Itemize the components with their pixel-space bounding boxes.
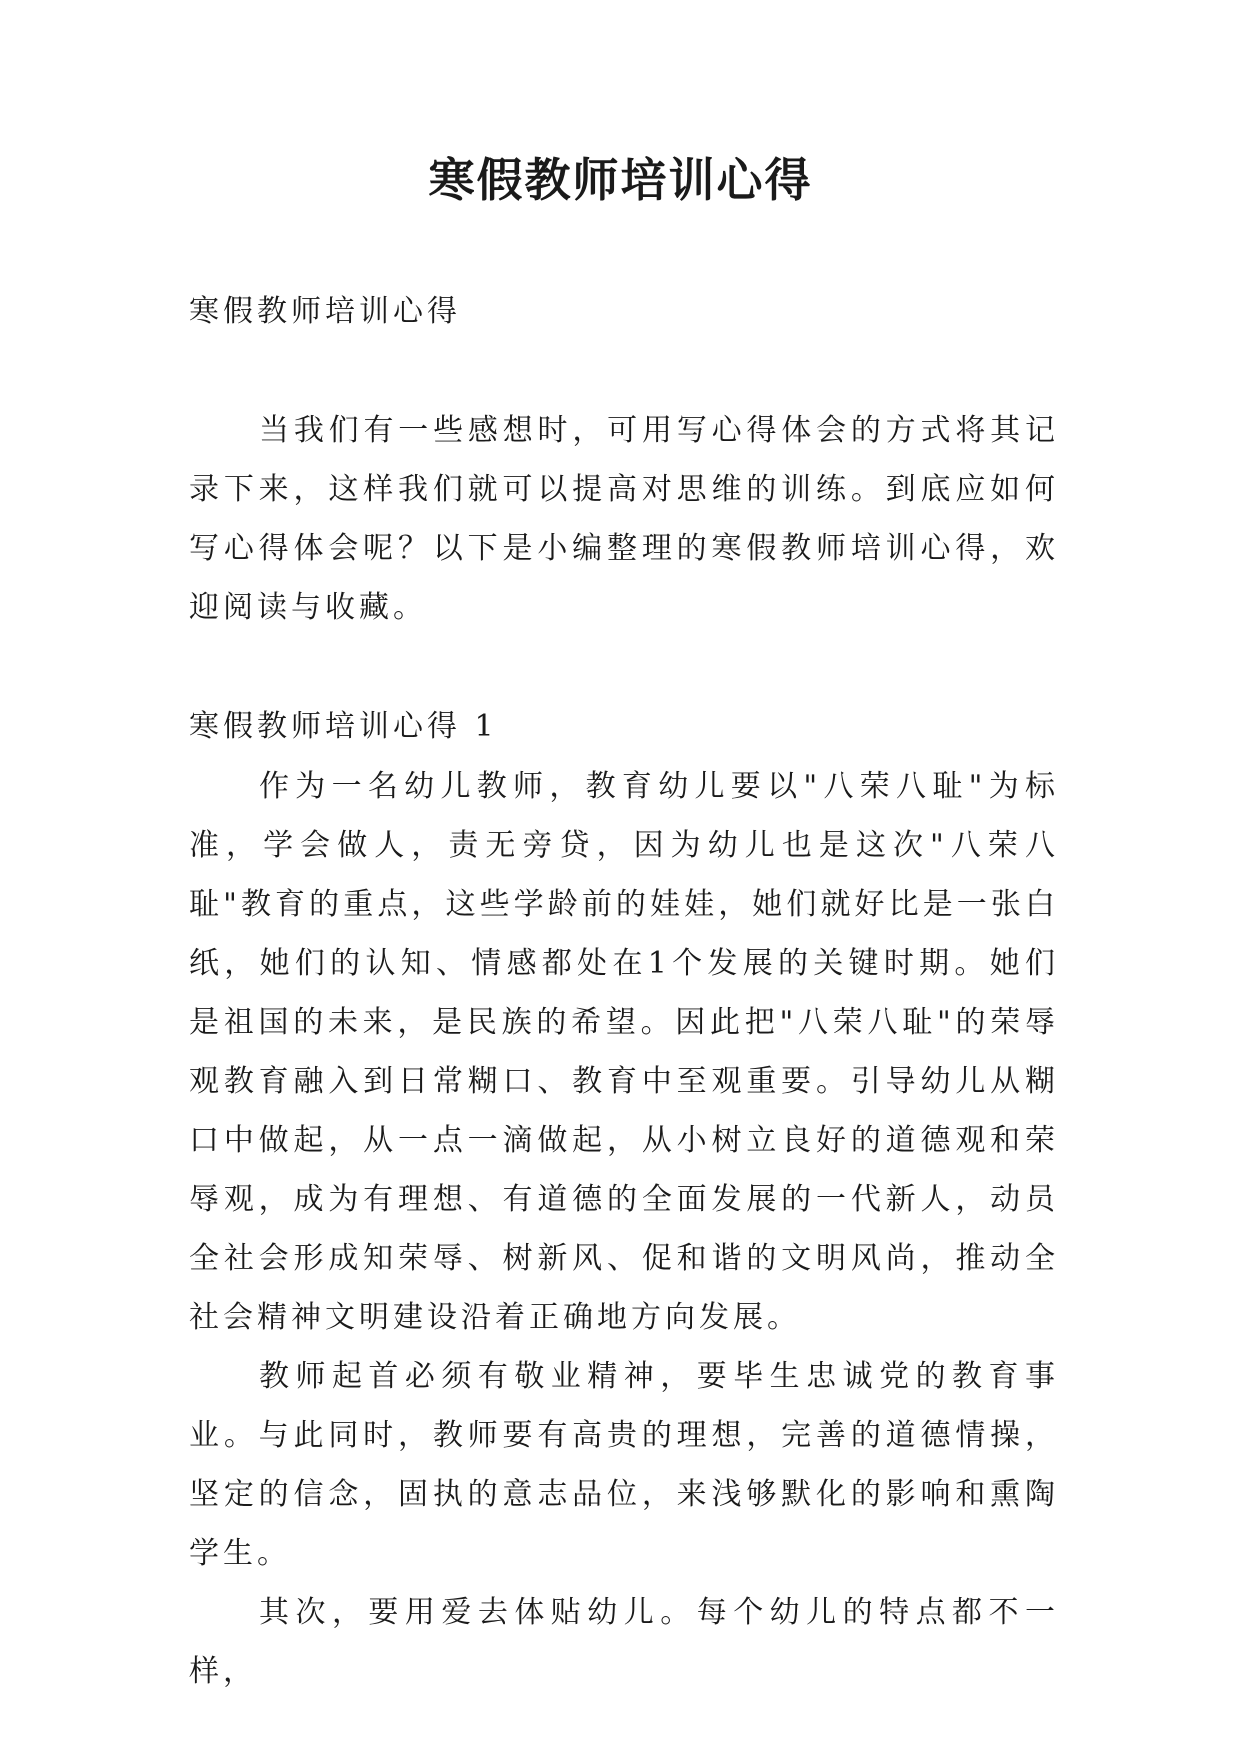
- body-paragraph: 其次，要用爱去体贴幼儿。每个幼儿的特点都不一样，: [189, 1595, 1059, 1689]
- section-heading: 寒假教师培训心得 1: [189, 709, 498, 744]
- document-body: [189, 282, 1059, 1701]
- body-paragraph: 教师起首必须有敬业精神，要毕生忠诚党的教育事业。与此同时，教师要有高贵的理想，完善的道德情操，坚定的信念，固执的意志品位，来浅够默化的影响和熏陶学生。: [189, 1359, 1059, 1571]
- document-subtitle: 寒假教师培训心得: [189, 294, 461, 329]
- intro-paragraph: 当我们有一些感想时，可用写心得体会的方式将其记录下来，这样我们就可以提高对思维的训练。到底应如何写心得体会呢？以下是小编整理的寒假教师培训心得，欢迎阅读与收藏。: [189, 413, 1059, 625]
- body-paragraph: 作为一名幼儿教师，教育幼儿要以"八荣八耻"为标准，学会做人，责无旁贷，因为幼儿也是这次"八荣八耻"教育的重点，这些学龄前的娃娃，她们就好比是一张白纸，她们的认知、情感都处在1个发展的关键时期。她们是祖国的未来，是民族的希望。因此把"八荣八耻"的荣辱观教育融入到日常糊口、教育中至观重要。引导幼儿从糊口中做起，从一点一滴做起，从小树立良好的道德观和荣辱观，成为有理想、有道德的全面发展的一代新人，动员全社会形成知荣辱、树新风、促和谐的文明风尚，推动全社会精神文明建设沿着正确地方向发展。: [189, 769, 1059, 1335]
- document-title: 寒假教师培训心得: [428, 153, 813, 207]
